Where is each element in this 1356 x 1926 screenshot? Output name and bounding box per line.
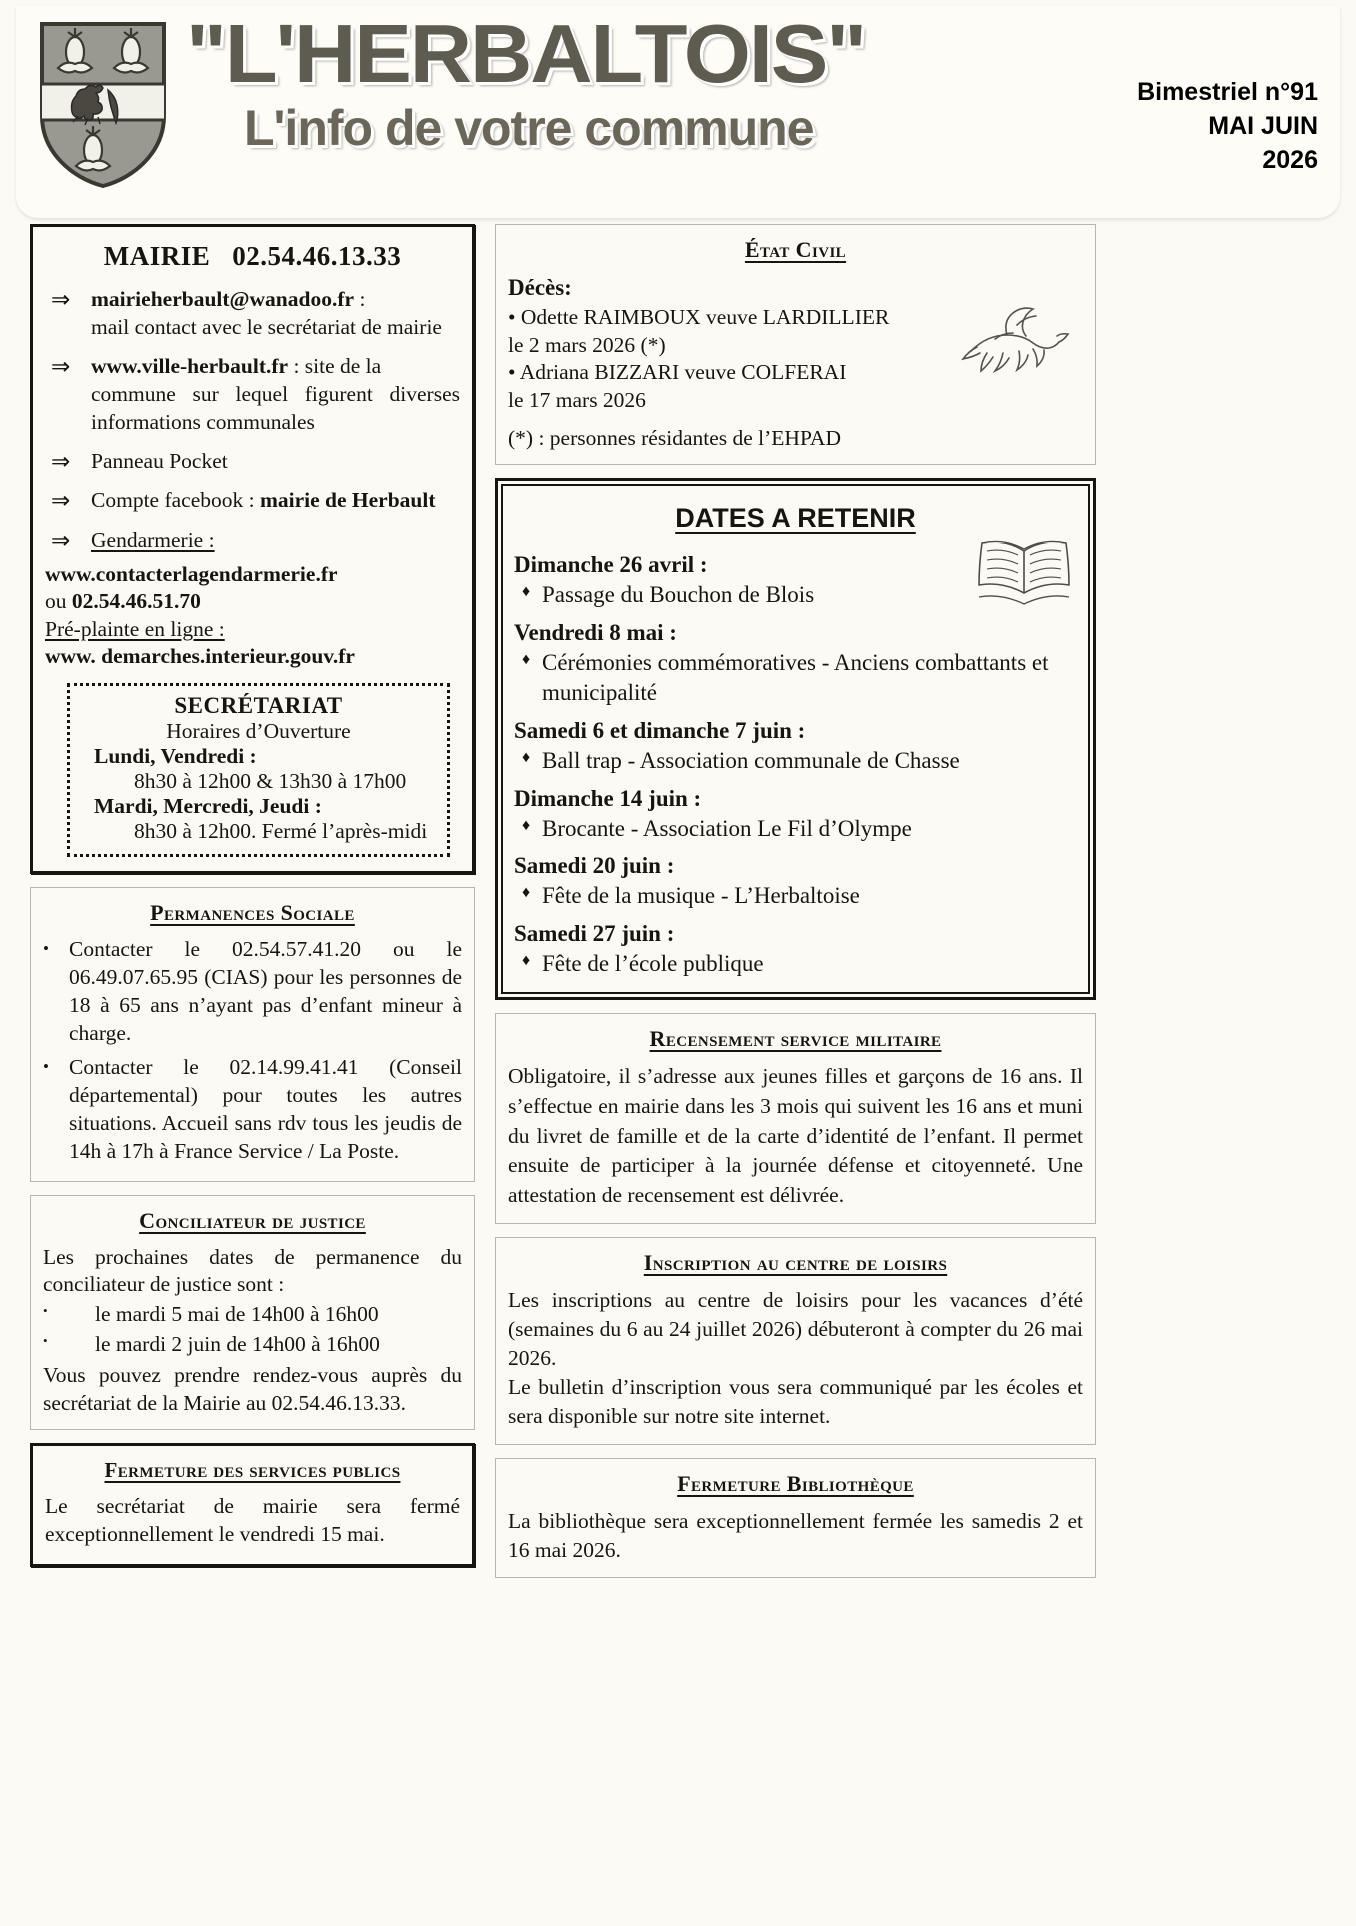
deces-name: Odette RAIMBOUX veuve LARDILLIER [520,305,890,330]
permanences-title: Permanences Sociale [150,900,355,925]
event-item [514,746,1077,776]
inscription-loisirs-para-1: Les inscriptions au centre de loisirs pour les vacances d’été (semaines du 6 au 24 juillet 2026) débuteront à compter du 26 mai 2026. [508,1287,1083,1370]
bullet-icon: • [43,1056,49,1076]
event-item-text: Fête de la musique - L’Herbaltoise [542,883,860,909]
diamond-bullet-icon: ♦ [522,816,531,834]
event-item-text: Brocante - Association Le Fil d’Olympe [542,815,912,841]
bullet-icon: • [508,360,516,385]
etat-civil-box [495,224,1096,465]
permanences-item-text: Contacter le 02.14.99.41.41 (Conseil départemental) pour toutes les autres situations. Accueil sans rdv tous les jeudis de 14h à 17h à France Service / La Poste. [69,1054,462,1163]
gendarmerie-website[interactable]: www.contacterlagendarmerie.fr [45,561,338,586]
issue-number: Bimestriel n°91 [1137,78,1318,106]
permanences-item [43,1054,462,1166]
fermeture-services-body: Le secrétariat de mairie sera fermé exceptionnellement le vendredi 15 mai. [45,1494,460,1546]
mairie-email[interactable]: mairieherbault@wanadoo.fr [91,287,355,311]
issue-months: MAI JUIN [1208,111,1318,140]
secretariat-box [67,683,450,857]
fermeture-services-title: Fermeture des services publics [104,1458,401,1483]
mairie-email-colon: : [354,287,366,311]
panneau-pocket-label: Panneau Pocket [91,448,228,473]
conciliateur-date-text: le mardi 5 mai de 14h00 à 16h00 [95,1301,379,1326]
arrow-right-icon: ⇒ [51,287,71,312]
event-date: Vendredi 8 mai : [514,619,677,645]
conciliateur-date [43,1331,462,1359]
bullet-icon: • [43,1333,48,1349]
fermeture-bibliotheque-box [495,1458,1096,1578]
inscription-loisirs-para-2: Le bulletin d’inscription vous sera communiqué par les écoles et sera disponible sur notre site internet. [508,1375,1083,1429]
bullet-icon: • [43,1302,48,1318]
event-group [514,921,1077,979]
arrow-right-icon: ⇒ [51,353,71,379]
secretariat-day-1: Lundi, Vendredi : [94,744,257,768]
event-group [514,620,1077,708]
event-group [514,853,1077,911]
event-item [514,814,1077,844]
diamond-bullet-icon: ♦ [522,650,531,668]
fermeture-bibliotheque-body: La bibliothèque sera exceptionnellement fermée les samedis 2 et 16 mai 2026. [508,1508,1083,1562]
event-item [514,648,1077,708]
secretariat-subtitle: Horaires d’Ouverture [166,719,351,743]
mairie-item-facebook [45,487,460,516]
deces-date: le 2 mars 2026 (*) [508,332,666,357]
content-columns [0,224,1356,1591]
event-date: Dimanche 26 avril : [514,552,708,578]
deces-label: Décès: [508,275,572,300]
event-item-text: Cérémonies commémoratives - Anciens combattants et municipalité [542,649,1049,705]
mairie-phone: 02.54.46.13.33 [232,241,402,271]
recensement-box [495,1013,1096,1223]
gendarmerie-details [45,561,460,671]
conciliateur-intro: Les prochaines dates de permanence du conciliateur de justice sont : [43,1244,462,1297]
left-column [30,224,475,1591]
secretariat-hours-2: 8h30 à 12h00. Fermé l’après-midi [134,819,428,843]
secretariat-hours-1: 8h30 à 12h00 & 13h30 à 17h00 [134,769,407,793]
publication-subtitle: L'info de votre commune [244,99,814,156]
bullet-icon: • [43,939,49,958]
coat-of-arms-icon [38,20,168,190]
mairie-item-email [45,286,460,342]
conciliateur-title: Conciliateur de justice [139,1207,366,1233]
mairie-website-colon: : site de la [288,353,382,378]
arrow-right-icon: ⇒ [51,488,71,514]
gendarmerie-label: Gendarmerie : [91,528,215,553]
mairie-website[interactable]: www.ville-herbault.fr [91,353,289,378]
permanences-item-text: Contacter le 02.54.57.41.20 ou le 06.49.07.65.95 (CIAS) pour les personnes de 18 à 65 ans n’ayant pas d’enfant mineur à charge. [69,937,462,1045]
mairie-email-detail: mail contact avec le secrétariat de mairie [91,314,442,339]
deces-name: Adriana BIZZARI veuve COLFERAI [519,360,847,385]
conciliateur-outro: Vous pouvez prendre rendez-vous auprès du secrétariat de la Mairie au 02.54.46.13.33. [43,1363,462,1415]
publication-title: "L'HERBALTOIS" [186,7,866,100]
fermeture-services-box [30,1443,475,1567]
secretariat-title: SECRÉTARIAT [174,693,343,718]
conciliateur-box [30,1195,475,1431]
event-item-text: Ball trap - Association communale de Chasse [542,747,960,773]
bullet-icon: • [508,305,516,330]
inscription-loisirs-title: Inscription au centre de loisirs [643,1249,948,1275]
mairie-item-website [45,353,460,437]
diamond-bullet-icon: ♦ [522,884,531,902]
dates-a-retenir-box [495,478,1096,1000]
event-date: Samedi 27 juin : [514,921,675,947]
dates-a-retenir-title: DATES A RETENIR [675,503,916,534]
gendarmerie-ou: ou [45,589,72,614]
event-item [514,949,1077,979]
gendarmerie-phone: 02.54.46.51.70 [71,589,201,614]
mairie-box [30,224,475,874]
mairie-heading [45,241,460,272]
open-book-icon [971,529,1077,611]
masthead [16,6,1340,218]
event-item-text: Passage du Bouchon de Blois [542,582,815,608]
facebook-label: Compte facebook : [91,488,260,513]
recensement-body: Obligatoire, il s’adresse aux jeunes filles et garçons de 16 ans. Il s’effectue en mairie dans les 3 mois qui suivent les 16 ans et muni du livret de famille et de la carte d’identité de l’enfant. Il permet ensuite de participer à la journée défense et citoyenneté. Une attestation de recensement est délivrée. [508,1064,1083,1207]
event-date: Dimanche 14 juin : [514,785,702,811]
diamond-bullet-icon: ♦ [522,952,531,970]
etat-civil-footnote: (*) : personnes résidantes de l’EHPAD [508,425,841,450]
mairie-title: MAIRIE [103,241,211,271]
conciliateur-date [43,1301,462,1329]
masthead-titles [186,7,946,157]
diamond-bullet-icon: ♦ [522,583,531,601]
diamond-bullet-icon: ♦ [522,748,531,766]
event-item [514,881,1077,911]
secretariat-day-2: Mardi, Mercredi, Jeudi : [94,794,322,818]
recensement-title: Recensement service militaire [649,1026,942,1052]
issue-year: 2026 [1262,145,1318,174]
preplainte-url[interactable]: www. demarches.interieur.gouv.fr [45,644,355,669]
event-group [514,718,1077,776]
mairie-website-detail: commune sur lequel figurent diverses informations communales [91,381,460,434]
event-date: Samedi 6 et dimanche 7 juin : [514,717,806,743]
deces-date: le 17 mars 2026 [508,387,646,412]
event-date: Samedi 20 juin : [514,853,675,879]
dove-icon [957,295,1077,381]
fermeture-bibliotheque-title: Fermeture Bibliothèque [677,1470,914,1496]
arrow-right-icon: ⇒ [51,528,71,554]
mairie-item-panneaupocket [45,448,460,477]
issue-info [1137,76,1318,177]
event-group [514,786,1077,844]
arrow-right-icon: ⇒ [51,448,71,474]
facebook-page-name[interactable]: mairie de Herbault [259,488,436,513]
event-item-text: Fête de l’école publique [542,951,764,977]
etat-civil-title: État Civil [744,237,847,262]
permanences-sociale-box [30,887,475,1182]
inscription-loisirs-box [495,1237,1096,1445]
preplainte-label: Pré-plainte en ligne : [45,616,225,641]
right-column [495,224,1096,1591]
permanences-item [43,936,462,1048]
mairie-item-gendarmerie [45,527,460,556]
conciliateur-date-text: le mardi 2 juin de 14h00 à 16h00 [95,1332,380,1357]
